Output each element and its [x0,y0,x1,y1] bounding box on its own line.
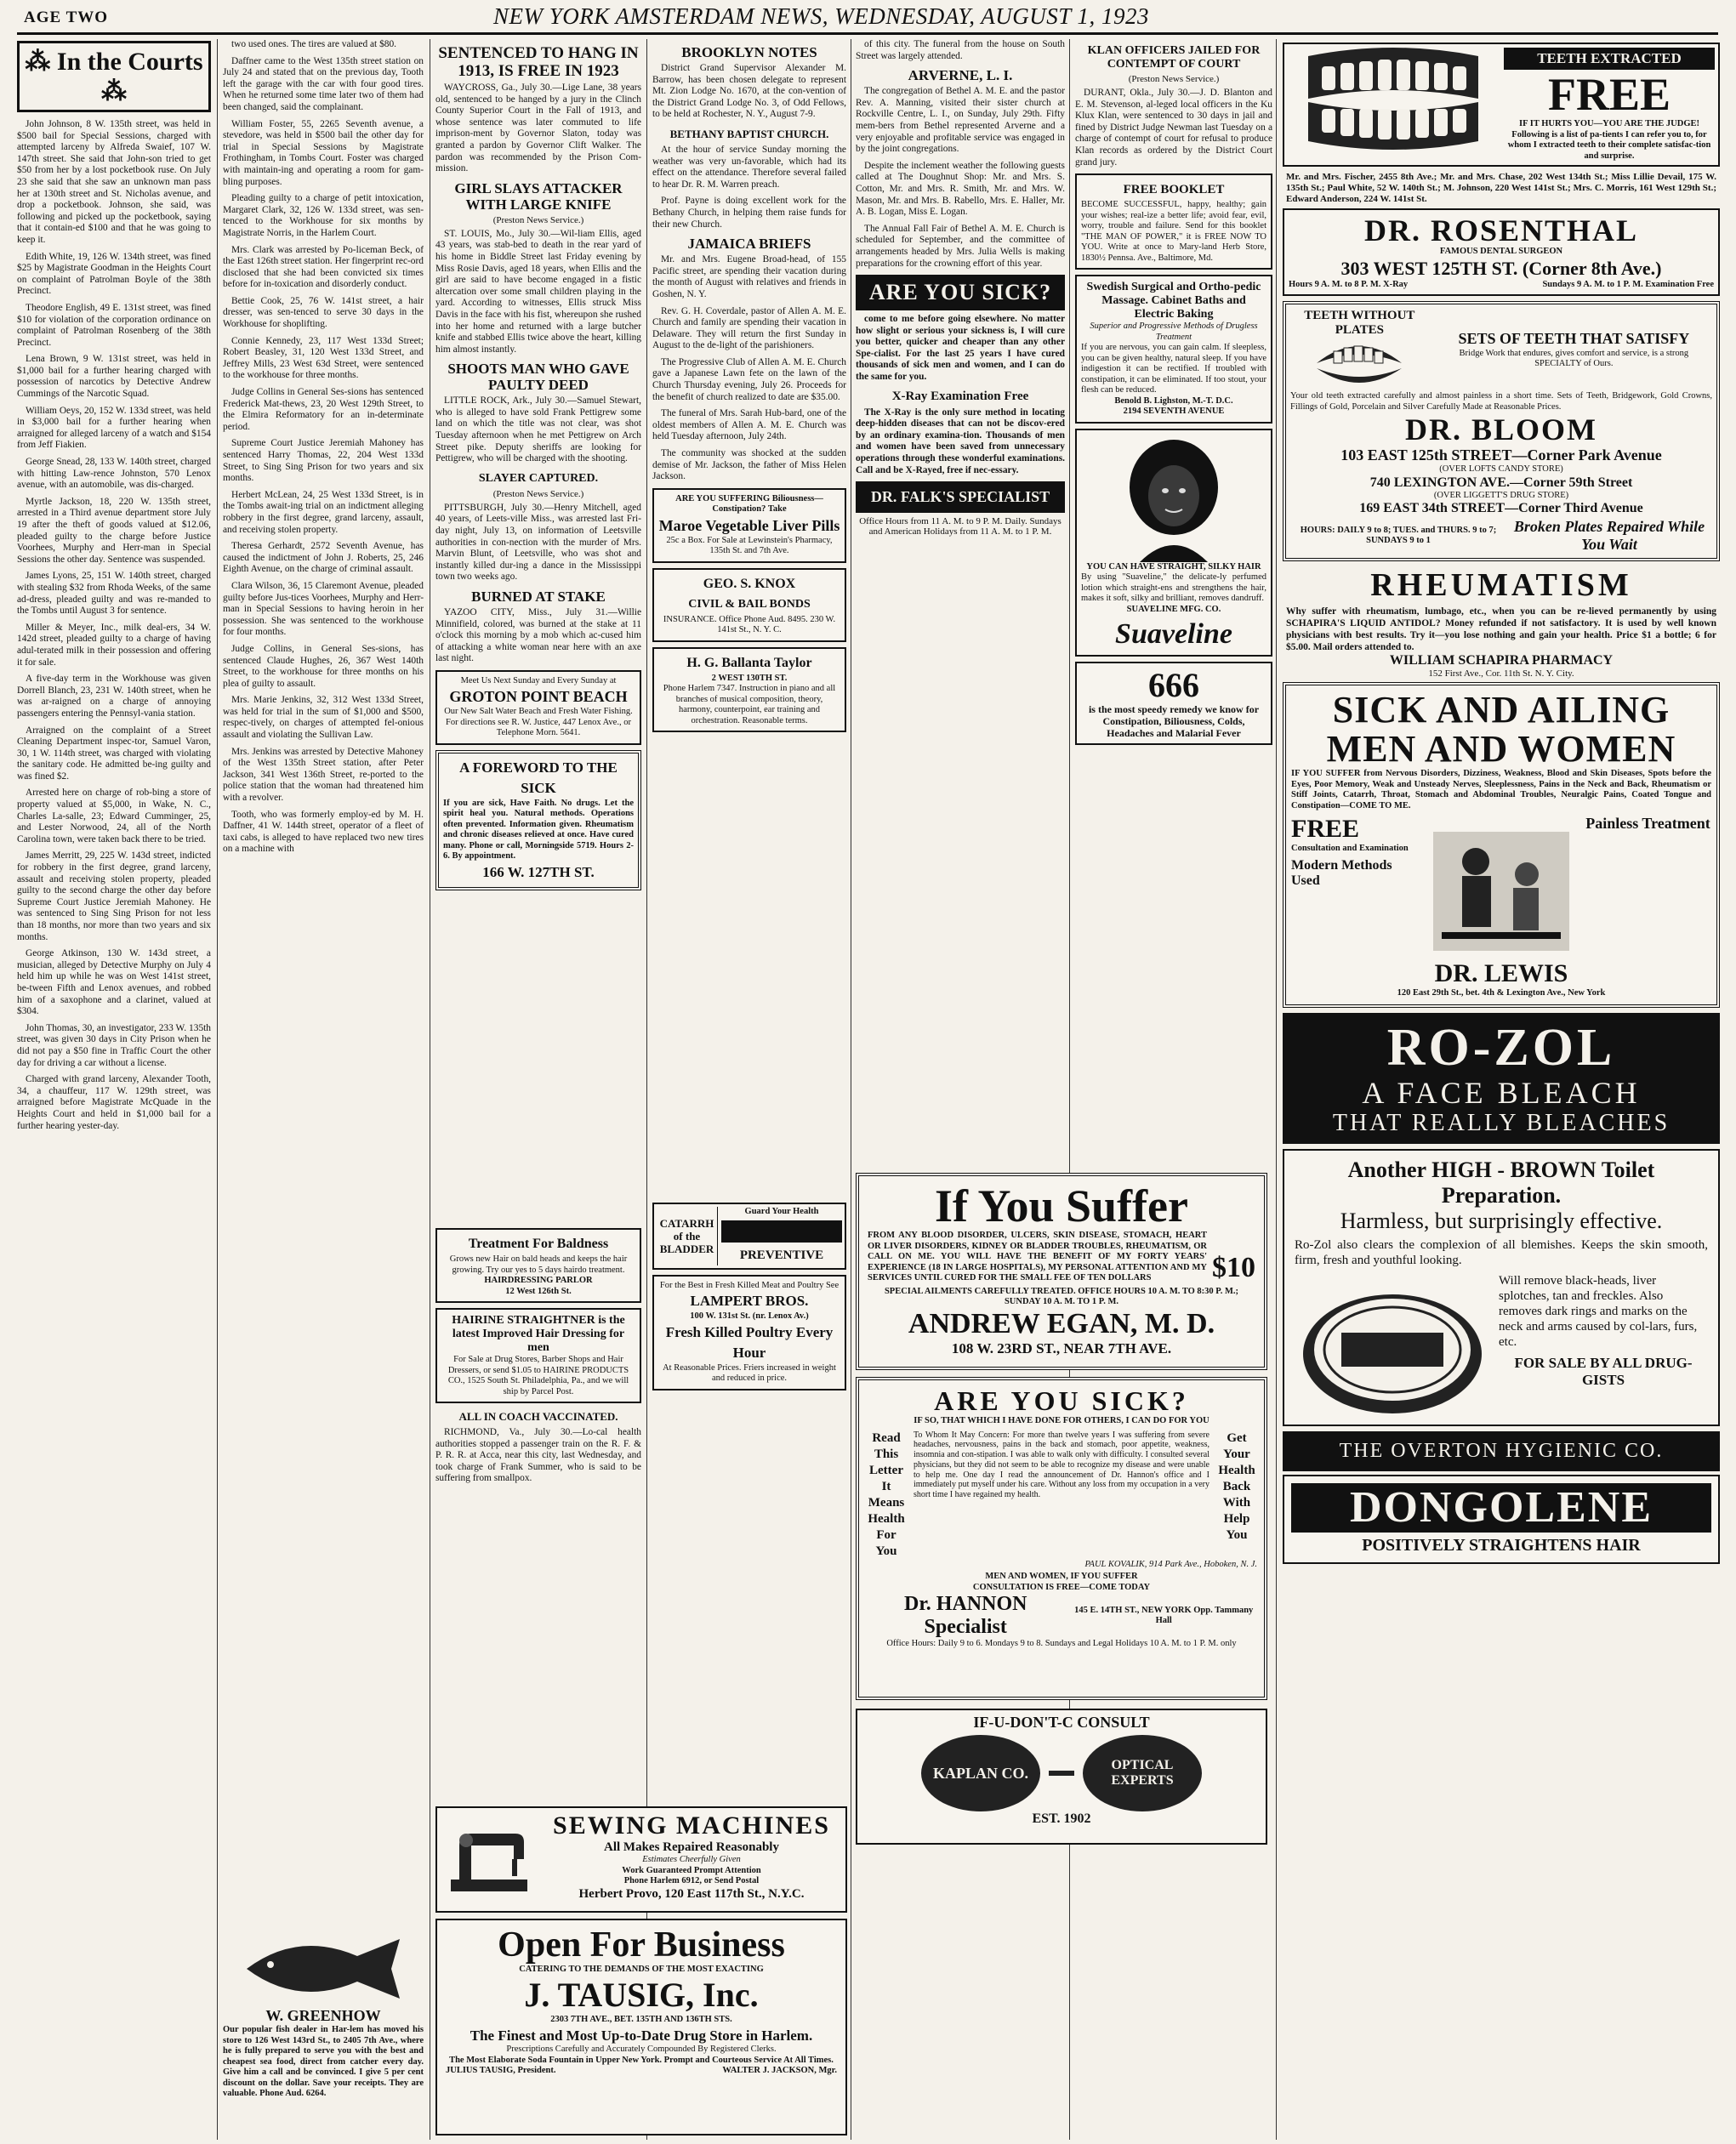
ad-rheumatism-title: RHEUMATISM [1370,567,1632,603]
court-item: Myrtle Jackson, 18, 220 W. 135th street, arrested in a Third avenue department store July 19 after the theft of goods valued at $12.06, pleaded guilty to the charge before Justice Voorhees, Murphy and Herr-man in Special Sessions the other day. Sentence was suspended. [17,496,211,565]
ad-greenhow-fish: W. GREENHOW Our popular fish dealer in Har-lem has moved his store to 126 West 143rd St., to 2405 7th Ave., where he is fully prepared to serve you with the best and cheapest sea food, direct from catcher every day. Give him a call and be convinced. I give 5 per cent discount on the dollar. Save your receipts. They are valuable. Phone Aud. 6264. [223,1931,424,2126]
court-item: Arrested here on charge of rob-bing a store of property valued at $5,000, in Wake, N. C., Charles La-salle, 23; Edward Cumminger, 25, and Lester Norwood, 24, all of the North Carolina town, were taken back there to be tried. [17,788,211,845]
spectacles-right-lens-icon: OPTICAL EXPERTS [1083,1735,1202,1811]
news-item: Despite the inclement weather the following guests called at The Doughnut Shop: Mr. and Mrs. S. Cotton, Mr. and Mrs. R. Smith, Mr. and Mrs. W. Mason, Mr. and Mrs. B. Rabello, Mrs. E. Haller, Mr. A. B. Logan, Miss E. Logan. [856,160,1065,218]
teeth-graphic [1288,48,1499,162]
headline: BURNED AT STAKE [471,589,606,605]
news-item: District Grand Supervisor Alexander M. Barrow, has been chosen delegate to represent Mt. Zion Lodge No. 1670, at the con-vention of the District Grand Lodge No. 3, of Odd Fellows, to be held at Rochester, N. Y., August 7-9. [652,63,846,120]
court-item: John Thomas, 30, an investigator, 233 W. 135th street, was given 30 days in City Prison when he did not pay a $50 fine in Traffic Court the other day for driving a car without a license. [17,1022,211,1068]
headline: BROOKLYN NOTES [681,44,817,60]
ad-rozol: RO-ZOL A FACE BLEACH THAT REALLY BLEACHES [1283,1013,1720,1144]
court-item: two used ones. The tires are valued at $80. [231,39,397,49]
news-item: The congregation of Bethel A. M. E. and the pastor Rev. A. Manning, visited their sister church at Rockville Centre, L. I., on Sunday, July 29th. Fifty mem-bers from Bethel represented Arverne and a very enjoyable and profitable service was engaged in by the joint congregations. [856,86,1065,155]
column-courts-1 [17,39,211,2140]
masthead [17,3,1718,35]
news-item: LITTLE ROCK, Ark., July 30.—Samuel Stewart, who is alleged to have sold Frank Pettigrew some land on which the title was not clear, was shot Tuesday afternoon when he met Pettigrew on Arch Street pike. Deputy sheriffs are looking for Pettigrew, who will be charged with the shooting. [435,395,641,464]
spectacles-left-lens-icon: KAPLAN CO. [921,1735,1040,1811]
dateline: (Preston News Service.) [492,488,584,499]
ad-high-brown: Another HIGH - BROWN Toilet Preparation. Harmless, but surprisingly effective. Ro-Zol also clears the complexion of all blemishes. Keeps the skin smooth, firm, fresh and youthful looking. Will remove black-heads, liver splotches, tan and freckles. Also removes dark rings and marks on the neck and arms caused by col-lars, furs, etc. FOR SALE BY ALL DRUG-GISTS [1283,1149,1720,1426]
ad-baldness: Treatment For Baldness Grows new Hair on bald heads and keeps the hair growing. Try our yes to 5 days hairdo treatment. HAIRDRESSING PARLOR 12 West 126th St. [435,1228,641,1303]
news-item: WAYCROSS, Ga., July 30.—Lige Lane, 38 years old, sentenced to be hanged by a jury in the Clinch County Superior Court in the Fall of 1913, and whose sentence was later commuted to life imprison-ment by Governor Slaton, today was granted a pardon by Governor Clift Walker. The pardon was recommended by the Prison Com-mission. [435,82,641,174]
ad-suaveline: YOU CAN HAVE STRAIGHT, SILKY HAIR By using "Suaveline," the delicate-ly perfumed lotion which straight-ens and strengthens the hair, makes it soft, silky and brilliant, removes dandruff. SUAVELINE MFG. CO. Suaveline [1075,429,1272,657]
ad-knox-bonds: GEO. S. KNOX CIVIL & BAIL BONDS INSURANCE. Office Phone Aud. 8495. 230 W. 141st St., N. Y. C. [652,568,846,642]
ad-andrew-egan: If You Suffer FROM ANY BLOOD DISORDER, ULCERS, SKIN DISEASE, STOMACH, HEART OR LIVER DISORDERS, KIDNEY OR BLADDER TROUBLES, RHEUMATISM, OR CALL ON ME. YOU WILL HAVE THE BENEFIT OF MY FORTY YEARS' EXPERIENCE (18 IN LARGE HOSPITALS), MY PERSONAL ATTENTION AND MY SERVICES UNTIL CURED FOR THE SMALL FEE OF TEN DOLLARS $10 SPECIAL AILMENTS CAREFULLY TREATED. OFFICE HOURS 10 A. M. TO 8:30 P. M.; SUNDAY 10 A. M. TO 1 P. M. ANDREW EGAN, M. D. 108 W. 23RD ST., NEAR 7TH AVE. [856,1173,1267,1370]
ad-dr-falk-banner: DR. FALK'S SPECIALIST [856,481,1065,513]
column-arverne [856,39,1065,1085]
court-item: William Foster, 55, 2265 Seventh avenue, a stevedore, was held in $500 bail the other day for trial in Special Sessions by Magistrate Frothingham, in Tombs Court. Foster was charged with maintain-ing and operating a room for gam-bling purposes. [223,118,424,187]
ad-free-booklet: FREE BOOKLET BECOME SUCCESSFUL, happy, healthy; gain your wishes; real-ize a better life; avoid fear, evil, worry, trouble and failure. Send for this booklet "THE MAN OF POWER," it is FREE NOW TO YOU. Write at once to Mary-land Herb Store, 1830½ Pennsa. Ave., Baltimore, Md. [1075,173,1272,270]
free-label: FREE [1547,69,1671,120]
news-item: YAZOO CITY, Miss., July 31.—Willie Minnifield, colored, was burned at the stake at 11 o'clock this morning by a mob which ac-cused him of attacking a white woman near here with an axe last night. [435,607,641,664]
court-item: Judge Collins in General Ses-sions has sentenced Frederick Mat-thews, 23, 20 West 129th Street, to the Elmira Reformatory for an in-determinate period. [223,387,424,432]
headline: SLAYER CAPTURED. [478,471,599,485]
column-rule [217,39,218,2140]
news-item: Rev. G. H. Coverdale, pastor of Allen A. M. E. Church and family are spending their vacation in Delaware. They will return the first Sunday in August to the de-light of the parishioners. [652,305,846,351]
dateline: (Preston News Service.) [1128,74,1220,84]
court-item: Edith White, 19, 126 W. 134th street, was fined $25 by Magistrate Goodman in the Heights Court on complaint of Patrolman Boyle of the 38th Precinct. [17,251,211,297]
column-rule [1276,39,1277,2140]
headline: ALL IN COACH VACCINATED. [458,1410,618,1423]
court-item: George Snead, 28, 133 W. 140th street, charged with hitting Law-rence Johnston, 570 Lenox avenue, with an automobile, was dis-charged. [17,457,211,491]
ad-rheumatism-name: WILLIAM SCHAPIRA PHARMACY [1389,653,1614,668]
ad-hairine: HAIRINE STRAIGHTNER is the latest Improved Hair Dressing for men For Sale at Drug Stores, Barber Shops and Hair Dressers, or send $1.05 to HAIRINE PRODUCTS CO., 1525 South St. Philadelphia, Pa., and we will ship by Parcel Post. [435,1308,641,1403]
ornament-icon: ⁂ [25,48,57,76]
column-dental-ads [1283,39,1720,2140]
news-item: ST. LOUIS, Mo., July 30.—Wil-liam Ellis, aged 43 years, was stab-bed to death in the rear yard of his home in Biddle Street last Friday evening by Miss Rosie Davis, aged 18 years, when Ellis and the girl are said to have become engaged in a fistic altercation over some small children playing in the yard. According to witnesses, Ellis struck Miss Davis in the face with his fist, whereupon she rushed into her home and returned with a large butcher knife and stabbed Ellis twice above the heart, killing him almost instantly. [435,228,641,355]
headline: X-Ray Examination Free [891,389,1029,403]
price-label: $10 [1212,1251,1255,1283]
ad-body: The X-Ray is the only sure method in locating deep-hidden diseases that can not be discov-ered by an ordinary examina-tion. Thousands of men and women have been saved from unnecessary operations through these wonderful examinations. Call and be X-Rayed, free if nec-essary. [856,407,1065,475]
headline: SHOOTS MAN WHO GAVE PAULTY DEED [447,361,629,394]
headline: SENTENCED TO HANG IN 1913, IS FREE IN 1923 [438,44,639,80]
sewing-machine-icon [442,1811,536,1905]
ad-swedish-massage: Swedish Surgical and Ortho-pedic Massage. Cabinet Baths and Electric Baking Superior and Progressive Methods of Drugless Treatment If you are nervous, you can gain calm. If sleepless, you can be given healthy, natural sleep. If you have indigestion it can be rectified. If troubled with constipation, it can be eliminated. If too stout, your flesh can be reduced. Benold B. Lighston, M.-T. D.C. 2194 SEVENTH AVENUE [1075,275,1272,424]
ad-ballanta-taylor: H. G. Ballanta Taylor 2 WEST 130TH ST. Phone Harlem 7347. Instruction in piano and all branches of musical composition, theory, harmony, counterpoint, ear training and orchestration. Reasonable terms. [652,647,846,733]
news-item: The Annual Fall Fair of Bethel A. M. E. Church is scheduled for September, and the committee of arrangements headed by Mrs. Julia Wells is making preparations for the crowning effort of this year. [856,223,1065,269]
court-item: Herbert McLean, 24, 25 West 133d Street, is in the Tombs await-ing trial on an indictment alleging robbery in the first degree, grand larceny, assault, and receiving stolen property. [223,489,424,535]
newspaper-title: NEW YORK AMSTERDAM NEWS, WEDNESDAY, AUGUST 1, 1923 [493,3,1150,29]
denture-icon [1312,338,1406,389]
ad-catarrh: CATARRH of the BLADDER Guard Your Health PREVENTIVE [652,1203,846,1270]
headline: KLAN OFFICERS JAILED FOR CONTEMPT OF COURT [1087,44,1261,71]
court-item: James Merritt, 29, 225 W. 143d street, indicted for robbery in the first degree, grand larceny, assault and receiving stolen property, pleaded guilty to the second charge the other day before Supreme Court Justice Jeremiah Mahoney. He was sentenced to Sing Sing Prison for not less than 18 months, nor more than two years and six months. [17,850,211,942]
doctor-patient-illustration-icon [1425,815,1578,959]
ad-kaplan-optical: IF-U-DON'T-C CONSULT KAPLAN CO. OPTICAL EXPERTS EST. 1902 [856,1709,1267,1845]
page-label: AGE TWO [24,9,109,26]
ad-are-you-sick-banner: ARE YOU SICK? [856,275,1065,310]
news-item: RICHMOND, Va., July 30.—Lo-cal health authorities stopped a passenger train on the R. F. & P. R. R. at Acca, near this city, last Wednesday, and took charge of Frank Summer, who is said to be suffering from smallpox. [435,1427,641,1484]
teeth-icon [1291,48,1495,150]
column-news-3 [435,39,641,1221]
ad-liver-pills: ARE YOU SUFFERING Biliousness—Constipation? Take Maroe Vegetable Liver Pills 25c a Box. For Sale at Lewinstein's Pharmacy, 135th St. and 7th Ave. [652,488,846,563]
court-item: John Johnson, 8 W. 135th street, was held in $500 bail for Special Sessions, charged with attempted larceny by Alfreda Swaief, 107 W. 147th street. She said that John-son tried to get $50 from her by a lost pocketbook ruse. On July 23 she said that she saw an unknown man pass her at 130th street and St. Nicholas avenue, and drop a pocketbook. Johnson, she said, was following and picked up the pocketbook, saying that it contain-ed $100 and that he was going to keep it. [17,119,211,245]
ad-tausig-drug-store: Open For Business CATERING TO THE DEMANDS OF THE MOST EXACTING J. TAUSIG, Inc. 2303 7TH AVE., BET. 135TH AND 136TH STS. The Finest and Most Up-to-Date Drug Store in Harlem. Prescriptions Carefully and Accurately Compounded By Registered Clerks. The Most Elaborate Soda Fountain in Upper New York. Prompt and Courteous Service At All Times. JULIUS TAUSIG, President. WALTER J. JACKSON, Mgr. [435,1919,847,2135]
column-brooklyn-notes [652,39,846,1187]
news-item: The Progressive Club of Allen A. M. E. Church gave a Japanese Lawn fete on the lawn of the Church Thursday evening, July 26. Proceeds for the benefit of church realized to date are $35.00. [652,356,846,402]
court-item: Judge Collins, in General Ses-sions, has sentenced Claude Hughes, 26, 367 West 140th Street, to the workhouse for three months on his plea of guilty to assault. [223,643,424,689]
court-item: Theodore English, 49 E. 131st street, was fined $10 for violation of the corporation ordinance on complaint of Patrolman Rosenberg of the 38th Precinct. [17,302,211,348]
court-item: Miller & Meyer, Inc., milk deal-ers, 34 W. 142d street, pleaded guilty to a charge of having adul-terated milk in their possession and offering it for sale. [17,622,211,668]
news-item: The community was shocked at the sudden demise of Mr. Jackson, the father of Miss Helen Jackson. [652,448,846,482]
court-item: William Oeys, 20, 152 W. 133d street, was held in $3,000 bail for a further hearing when arraigned for alleged larceny of a watch and $154 from Jeff Fiakien. [17,405,211,451]
testimonials-list: Mr. and Mrs. Fischer, 2455 8th Ave.; Mr. and Mrs. Chase, 202 West 134th St.; Miss Lillie Devail, 175 W. 135th St.; Paul White, 52 W. 140th St.; M. Johnson, 220 West 141st St.; Mrs. C. Morris, 161 West 129th St.; Edward Anderson, 224 W. 141st St. [1286,172,1716,204]
ad-body: come to me before going elsewhere. No matter how slight or serious your sickness is, I will cure you better, quicker and cheaper than any other Spe-cialist. For the last 25 years I have cured thousands of sick men and women, and I can do the same for you. [856,314,1065,383]
news-item: At the hour of service Sunday morning the weather was very un-favorable, which had its effect on the attendance. Therefore several failed to hear Dr. R. M. Warren preach. [652,144,846,190]
spectacles-bridge-icon [1049,1771,1074,1776]
courts-heading: ⁂ In the Courts ⁂ [17,41,211,112]
ad-dr-rosenthal: DR. ROSENTHAL FAMOUS DENTAL SURGEON 303 WEST 125TH ST. (Corner 8th Ave.) Hours 9 A. M. to 8 P. M. X-Ray Sundays 9 A. M. to 1 P. M. Examination Free [1283,208,1720,296]
woman-portrait-icon [1114,435,1233,562]
ad-teeth-extracted: TEETH EXTRACTED FREE IF IT HURTS YOU—YOU ARE THE JUDGE! Following is a list of pa-tients I can refer you to, for whom I extracted teeth to their complete satisfac-tion and surprise. [1283,43,1720,167]
product-box-icon [721,1220,842,1243]
court-item: Clara Wilson, 36, 15 Claremont Avenue, pleaded guilty before Jus-tices Voorhees, Murphy and Herr-man in Special Sessions to having heroin in her possession. She was sentenced to the workhouse for four months. [223,580,424,638]
column-courts-2 [223,39,424,2140]
brand-logo: Suaveline [1115,618,1232,651]
ad-666-remedy: 666 is the most speedy remedy we know for Constipation, Biliousness, Colds, Headaches and Malarial Fever [1075,662,1272,745]
ad-rheumatism-body: Why suffer with rheumatism, lumbago, etc., when you can be re-lieved permanently by using SCHAPIRA'S LIQUID ANTIDOL? Money refunded if not satisfactory. It is used by well known physicians with best results. Try it—you lose nothing and gain your health. Price $1 a bottle; 6 for $5.00. Mail orders attended to. [1286,606,1716,652]
column-4-lower [652,1199,846,1454]
product-tin-icon [1295,1273,1490,1418]
fish-icon [230,1931,417,2007]
court-item: Charged with grand larceny, Alexander Tooth, 34, a chauffeur, 117 W. 129th street, was arraigned before Magistrate McQuade in the Heights Court and held in $1,000 bail for a further hearing yester-day. [17,1074,211,1131]
news-item: DURANT, Okla., July 30.—J. D. Blanton and E. M. Stevenson, al-leged local officers in the Ku Klux Klan, were sentenced to 30 days in jail and fined by District Judge Newman last Tuesday on a charge of contempt of court for refusal to produce Klan records as ordered by the District Court grand jury. [1075,88,1272,168]
ad-dr-lewis: SICK AND AILING MEN AND WOMEN IF YOU SUFFER from Nervous Disorders, Dizziness, Weakness, Blood and Skin Diseases, Spots before the Eyes, Poor Memory, Weak and Unsteady Nerves, Sleeplessness, Pains in the Neck and Back, Rheumatism or Stiff Joints, Catarrh, Throat, Stomach and Abdominal Troubles, Neuralgic Pains, Coated Tongue and Constipation—COME TO ME. FREE Consultation and Examination Modern Methods Used Painless Treatment DR. LEWIS 120 East 29th St., bet. 4th & Lexington Ave., New York [1283,682,1720,1008]
ad-lampert-bros: For the Best in Fresh Killed Meat and Poultry See LAMPERT BROS. 100 W. 131st St. (nr. Lenox Av.) Fresh Killed Poultry Every Hour At Reasonable Prices. Friers increased in weight and reduced in price. [652,1275,846,1390]
court-item: Pleading guilty to a charge of petit intoxication, Margaret Clark, 32, 126 W. 133d street, was sen-tenced to the Workhouse for six months by Magistrate Norris, in the Harlem Court. [223,193,424,238]
column-klan-ads [1075,39,1272,1170]
court-item: Supreme Court Justice Jeremiah Mahoney has sentenced Harry Thomas, 22, 204 West 133d Street, to Sing Sing Prison for two years and six months. [223,438,424,484]
ad-sewing-machines: SEWING MACHINES All Makes Repaired Reasonably Estimates Cheerfully Given Work Guaranteed Prompt Attention Phone Harlem 6912, or Send Postal Herbert Provo, 120 East 117th St., N.Y.C. [435,1806,847,1913]
office-hours: Office Hours from 11 A. M. to 9 P. M. Daily. Sundays and American Holidays from 11 A. M. to 1 P. M. [859,516,1062,537]
ad-dr-bloom: TEETH WITHOUT PLATES SETS OF TEETH THAT SATISFY Bridge Work that endures, gives comfort and service, is a strong SPECIALTY of Ours. Your old teeth extracted carefully and almost painless in a short time. Sets of Teeth, Bridgework, Gold Crowns, Fillings of Gold, Porcelain and Silver Carefully Made at Reasonable Prices. DR. BLOOM 103 EAST 125th STREET—Corner Park Avenue (OVER LOFTS CANDY STORE) 740 LEXINGTON AVE.—Corner 59th Street (OVER LIGGETT'S DRUG STORE) 169 EAST 34th STREET—Corner Third Avenue HOURS: DAILY 9 to 8; TUES. and THURS. 9 to 7; SUNDAYS 9 to 1 Broken Plates Repaired While You Wait [1283,301,1720,561]
news-item: PITTSBURGH, July 30.—Henry Mitchell, aged 40 years, of Leets-ville Miss., was arrested last Fri-day night, July 13, on information of Leetsville authorities in con-nection with the murder of Mrs. Marvin Blunt, of Leetsville, who was shot and instantly killed dur-ing a dance in the Mississippi town two weeks ago. [435,502,641,583]
headline: ARVERNE, L. I. [908,67,1013,84]
court-item: Daffner came to the West 135th street station on July 24 and stated that on the previous day, Tooth left the garage with the car with four good tires. When he returned some time later two of them had been changed, said the complainant. [223,55,424,112]
ad-groton-beach: Meet Us Next Sunday and Every Sunday at GROTON POINT BEACH Our New Salt Water Beach and Fresh Water Fishing. For directions see R. W. Justice, 447 Lenox Ave., or Telephone Morn. 5641. [435,670,641,745]
news-item: Mr. and Mrs. Eugene Broad-head, of 155 Pacific street, are spending their vacation during the month of August with relatives and friends in Goshen, N. Y. [652,254,846,299]
court-item: Mrs. Marie Jenkins, 32, 312 West 133d Street, was held for trial in the sum of $1,000 and $500, respec-tively, on charges of attempted fel-onious assault and violating the Sullivan Law. [223,695,424,741]
court-item: Arraigned on the complaint of a Street Cleaning Department inspec-tor, Samuel Varon, 30, 1 W. 114th street, was charged with violating the sanitary code. He admitted be-ing guilty and was fined $2. [17,725,211,782]
ad-foreword-to-sick: A FOREWORD TO THE SICK If you are sick, Have Faith. No drugs. Let the spirit heal you. Natural methods. Operations often prevented. Information given. Rheumatism and chronic diseases relieved at once. Have cured many. Phone or call, Morningside 5719. Hours 2-6. By appointment. 166 W. 127TH ST. [435,750,641,890]
ad-rheumatism-address: 152 First Ave., Cor. 11th St. N. Y. City. [1428,668,1574,679]
court-item: James Lyons, 25, 151 W. 140th street, charged with stealing $32 from Rhoda Weeks, of the same ad-dress, pleaded guilty and was re-manded to the Tombs until August 3 for sentence. [17,571,211,617]
ornament-icon: ⁂ [101,77,127,105]
headline: JAMAICA BRIEFS [687,236,811,253]
court-item: Tooth, who was formerly employ-ed by M. H. Daffner, 41 W. 144th street, operator of a fleet of taxi cabs, is alleged to have replaced two new tires on a machine with [223,809,424,855]
court-item: Lena Brown, 9 W. 131st street, was held in $1,000 bail for a further hearing charged with possession of narcotics by Detective Andrew Cummings of the Narcotic Squad. [17,354,211,400]
court-item: Mrs. Jenkins was arrested by Detective Mahoney of the West 135th Street station, after Peter Jackson, 341 West 136th Street, re-ported to the police station that the woman had threatened him with a revolver. [223,746,424,804]
court-item: Theresa Gerhardt, 2572 Seventh Avenue, has caused the indictment of John J. Roberts, 25, 246 Eighth Avenue, on the charge of criminal assault. [223,541,424,575]
column-news-3-lower [435,1225,641,1811]
dateline: (Preston News Service.) [492,214,584,225]
headline: BETHANY BAPTIST CHURCH. [669,127,829,140]
headline: GIRL SLAYS ATTACKER WITH LARGE KNIFE [454,179,623,213]
ad-overton-banner: THE OVERTON HYGIENIC CO. [1283,1431,1720,1471]
court-item: A five-day term in the Workhouse was given Dorrell Blanch, 23, 231 W. 140th street, when he was ar-raigned on a charge of annoying passengers entering the Pennsyl-vania station. [17,674,211,719]
court-item: George Atkinson, 130 W. 143d street, a musician, alleged by Detective Murphy on July 4 held him up while he was on West 141st street, be-tween Fifth and Lenox avenues, and robbed him of a saxophone and a clarinet, valued at $304. [17,948,211,1017]
news-item: of this city. The funeral from the house on South Street was largely attended. [856,39,1065,61]
court-item: Connie Kennedy, 23, 117 West 133d Street; Robert Beasley, 31, 120 West 133d Street, and Jeffrey Mills, 23 West 63d Street, were sentenced to the workhouse for three months. [223,335,424,381]
ad-dongolene: DONGOLENE POSITIVELY STRAIGHTENS HAIR [1283,1475,1720,1564]
news-item: Prof. Payne is doing excellent work for the Bethany Church, in helping them raise funds for their new Church. [652,196,846,230]
court-item: Bettie Cook, 25, 76 W. 141st street, a hair dresser, was sen-tenced to serve 30 days in the Workhouse for shoplifting. [223,295,424,330]
ad-dr-hannon: ARE YOU SICK? IF SO, THAT WHICH I HAVE DONE FOR OTHERS, I CAN DO FOR YOU Read This Letter It Means Health For You To Whom It May Concern: For more than twelve years I was suffering from severe headaches, nervousness, pains in the back and stomach, poor appetite, weakness, insomnia and con-stipation. I was able to walk only with difficulty. I consulted several physicians, but they did not seem to be able to recognize my disease and were unable to help me. One day I read the announcement of Dr. Hannon's office and I immediately put myself under his care. Without any loss from my occupation in a very short time I have regained my health. Get Your Health Back With Help You PAUL KOVALIK, 914 Park Ave., Hoboken, N. J. MEN AND WOMEN, IF YOU SUFFER CONSULTATION IS FREE—COME TODAY Dr. HANNON Specialist 145 E. 14TH ST., NEW YORK Opp. Tammany Hall Office Hours: Daily 9 to 6. Mondays 9 to 8. Sundays and Legal Holidays 10 A. M. to 1 P. M. only [856,1377,1267,1700]
court-item: Mrs. Clark was arrested by Po-liceman Beck, of the East 126th street station. Her fingerprint rec-ord disclosed that she had been convicted six times before for in-toxication and disorderly conduct. [223,244,424,290]
news-item: The funeral of Mrs. Sarah Hub-bard, one of the oldest members of Allen A. M. E. Church was held Tuesday afternoon, July 24th. [652,408,846,442]
